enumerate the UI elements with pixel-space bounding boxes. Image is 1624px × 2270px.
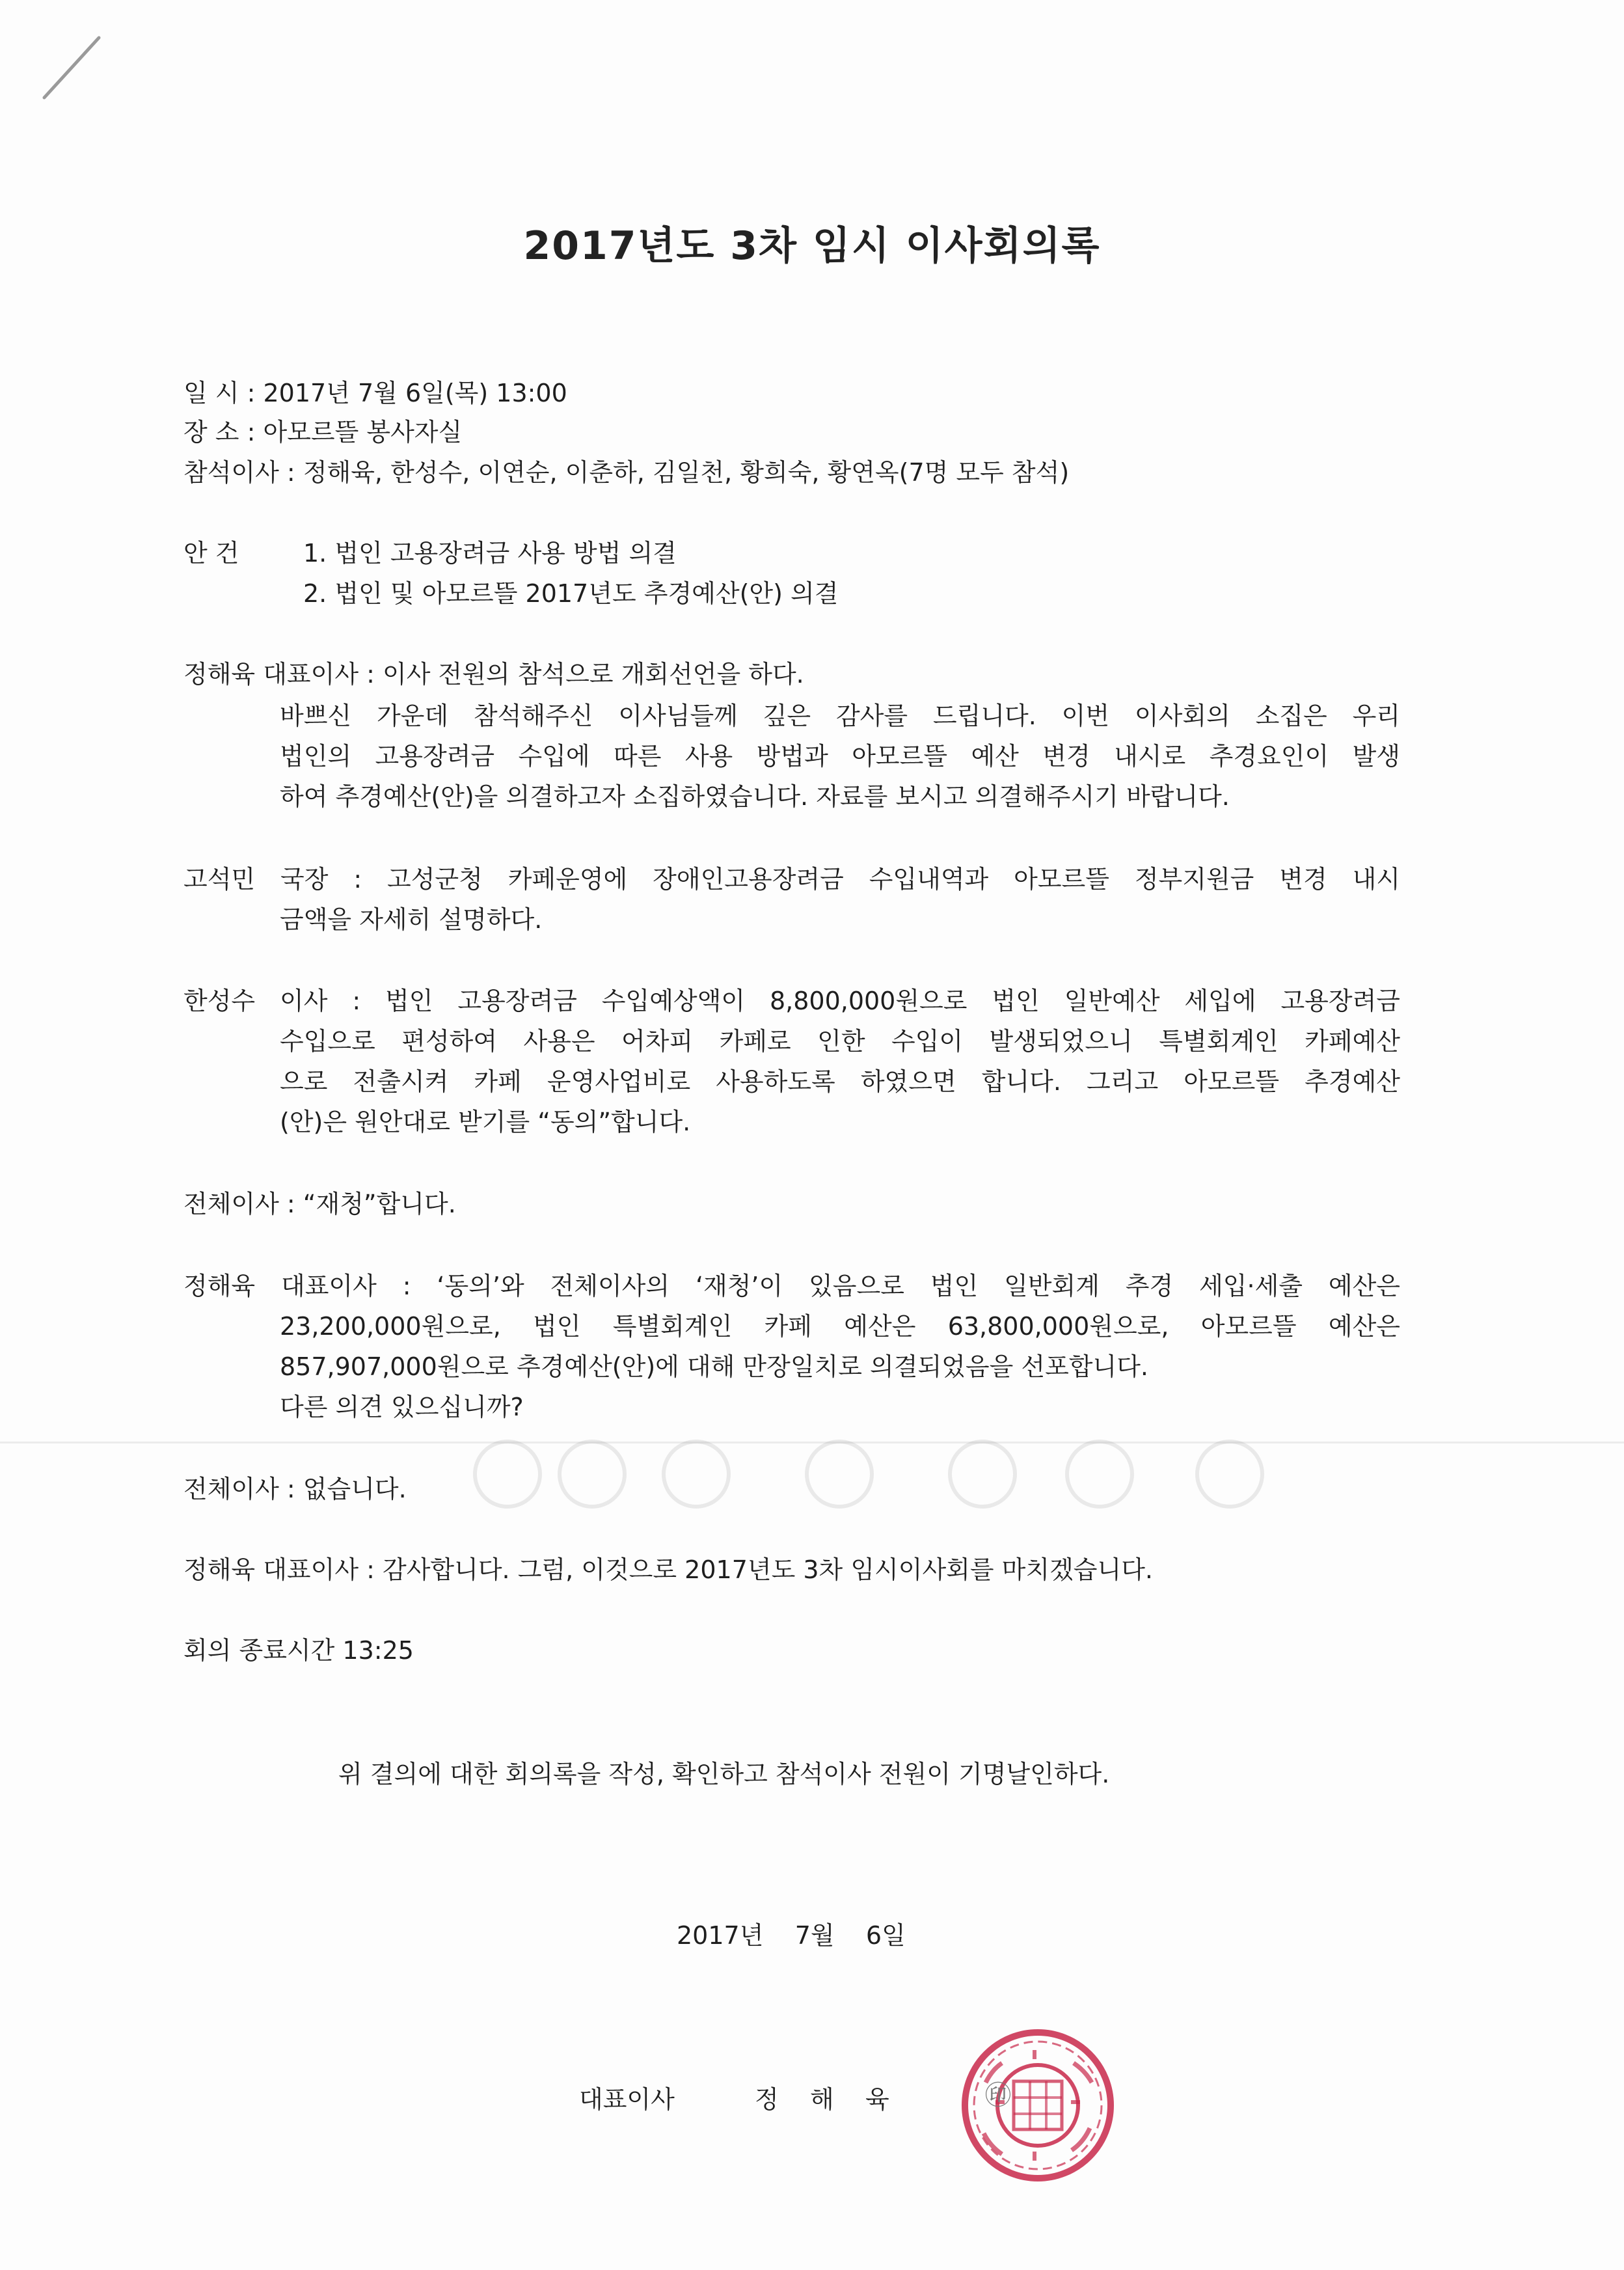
agenda-item-1: 1. 법인 고용장려금 사용 방법 의결 [303, 539, 677, 568]
p1-text: 이사 전원의 참석으로 개회선언을 하다. [383, 660, 804, 689]
sign-date: 2017년 7월 6일 [677, 1921, 906, 1950]
place-label: 장 소 : [183, 418, 256, 446]
document-title: 2017년도 3차 임시 이사회의록 [523, 223, 1101, 269]
minutes-p5-line3: 857,907,000원으로 추경예산(안)에 대해 만장일치로 의결되었음을 선포합니다. [280, 1352, 1148, 1381]
minutes-p7: 정해육 대표이사 : 감사합니다. 그럼, 이것으로 2017년도 3차 임시이사회를 마치겠습니다. [183, 1555, 1154, 1584]
p1-speaker: 정해육 대표이사 : [183, 660, 375, 689]
minutes-p5-line2: 23,200,000원으로, 법인 특별회계인 카페 예산은 63,800,000원으로, 아모르뜰 예산은 [280, 1312, 1400, 1341]
minutes-p4: 전체이사 : “재청”합니다. [183, 1190, 456, 1218]
agenda-label: 안 건 [183, 539, 239, 568]
minutes-p1-line2: 바쁘신 가운데 참석해주신 이사님들께 깊은 감사를 드립니다. 이번 이사회의 소집은 우리 [280, 702, 1400, 730]
date-row [183, 377, 567, 409]
attendees-label: 참석이사 : [183, 458, 295, 487]
place-value: 아모르뜰 봉사자실 [263, 418, 463, 446]
minutes-p8: 회의 종료시간 13:25 [183, 1636, 414, 1665]
minutes-p3-line4: (안)은 원안대로 받기를 “동의”합니다. [280, 1108, 691, 1136]
minutes-p1-line3: 법인의 고용장려금 수입에 따른 사용 방법과 아모르뜰 예산 변경 내시로 추경요인이 발생 [280, 742, 1400, 771]
attendees-row [183, 457, 1069, 488]
place-row [183, 417, 462, 448]
minutes-p6: 전체이사 : 없습니다. [183, 1475, 407, 1503]
closing-statement: 위 결의에 대한 회의록을 작성, 확인하고 참석이사 전원이 기명날인하다. [338, 1760, 1110, 1788]
minutes-p1-line4: 하여 추경예산(안)을 의결하고자 소집하였습니다. 자료를 보시고 의결해주시기 바랍니다. [280, 782, 1230, 811]
minutes-p2-line2: 금액을 자세히 설명하다. [280, 905, 543, 934]
signature-name: 정 해 육 [755, 2085, 889, 2114]
minutes-p5-line4: 다른 의견 있으십니까? [280, 1393, 524, 1421]
minutes-p5-line1: 정해육 대표이사 : ‘동의’와 전체이사의 ‘재청’이 있음으로 법인 일반회계 추경 세입·세출 예산은 [183, 1272, 1400, 1300]
attendees-value: 정해육, 한성수, 이연순, 이춘하, 김일천, 황희숙, 황연옥(7명 모두 참석) [303, 458, 1070, 487]
minutes-p3-line3: 으로 전출시켜 카페 운영사업비로 사용하도록 하였으면 합니다. 그리고 아모르뜰 추경예산 [280, 1067, 1400, 1096]
signature-role: 대표이사 [579, 2085, 675, 2114]
official-seal [956, 2024, 1119, 2187]
minutes-p3-line2: 수입으로 편성하여 사용은 어차피 카페로 인한 수입이 발생되었으니 특별회계인 카페예산 [280, 1027, 1400, 1056]
minutes-p2-line1: 고석민 국장 : 고성군청 카페운영에 장애인고용장려금 수입내역과 아모르뜰 정부지원금 변경 내시 [183, 865, 1400, 894]
minutes-p3-line1: 한성수 이사 : 법인 고용장려금 수입예상액이 8,800,000원으로 법인 일반예산 세입에 고용장려금 [183, 987, 1400, 1015]
agenda-item-2: 2. 법인 및 아모르뜰 2017년도 추경예산(안) 의결 [303, 579, 839, 608]
minutes-p1-line1 [183, 659, 804, 690]
date-label: 일 시 : [183, 379, 256, 407]
agenda-row [183, 538, 239, 569]
signature-seal-mark: ㊞ [985, 2081, 1011, 2111]
date-value: 2017년 7월 6일(목) 13:00 [263, 379, 567, 407]
staple-mark [39, 33, 104, 104]
bleed-through-stamps [423, 1438, 1321, 1510]
